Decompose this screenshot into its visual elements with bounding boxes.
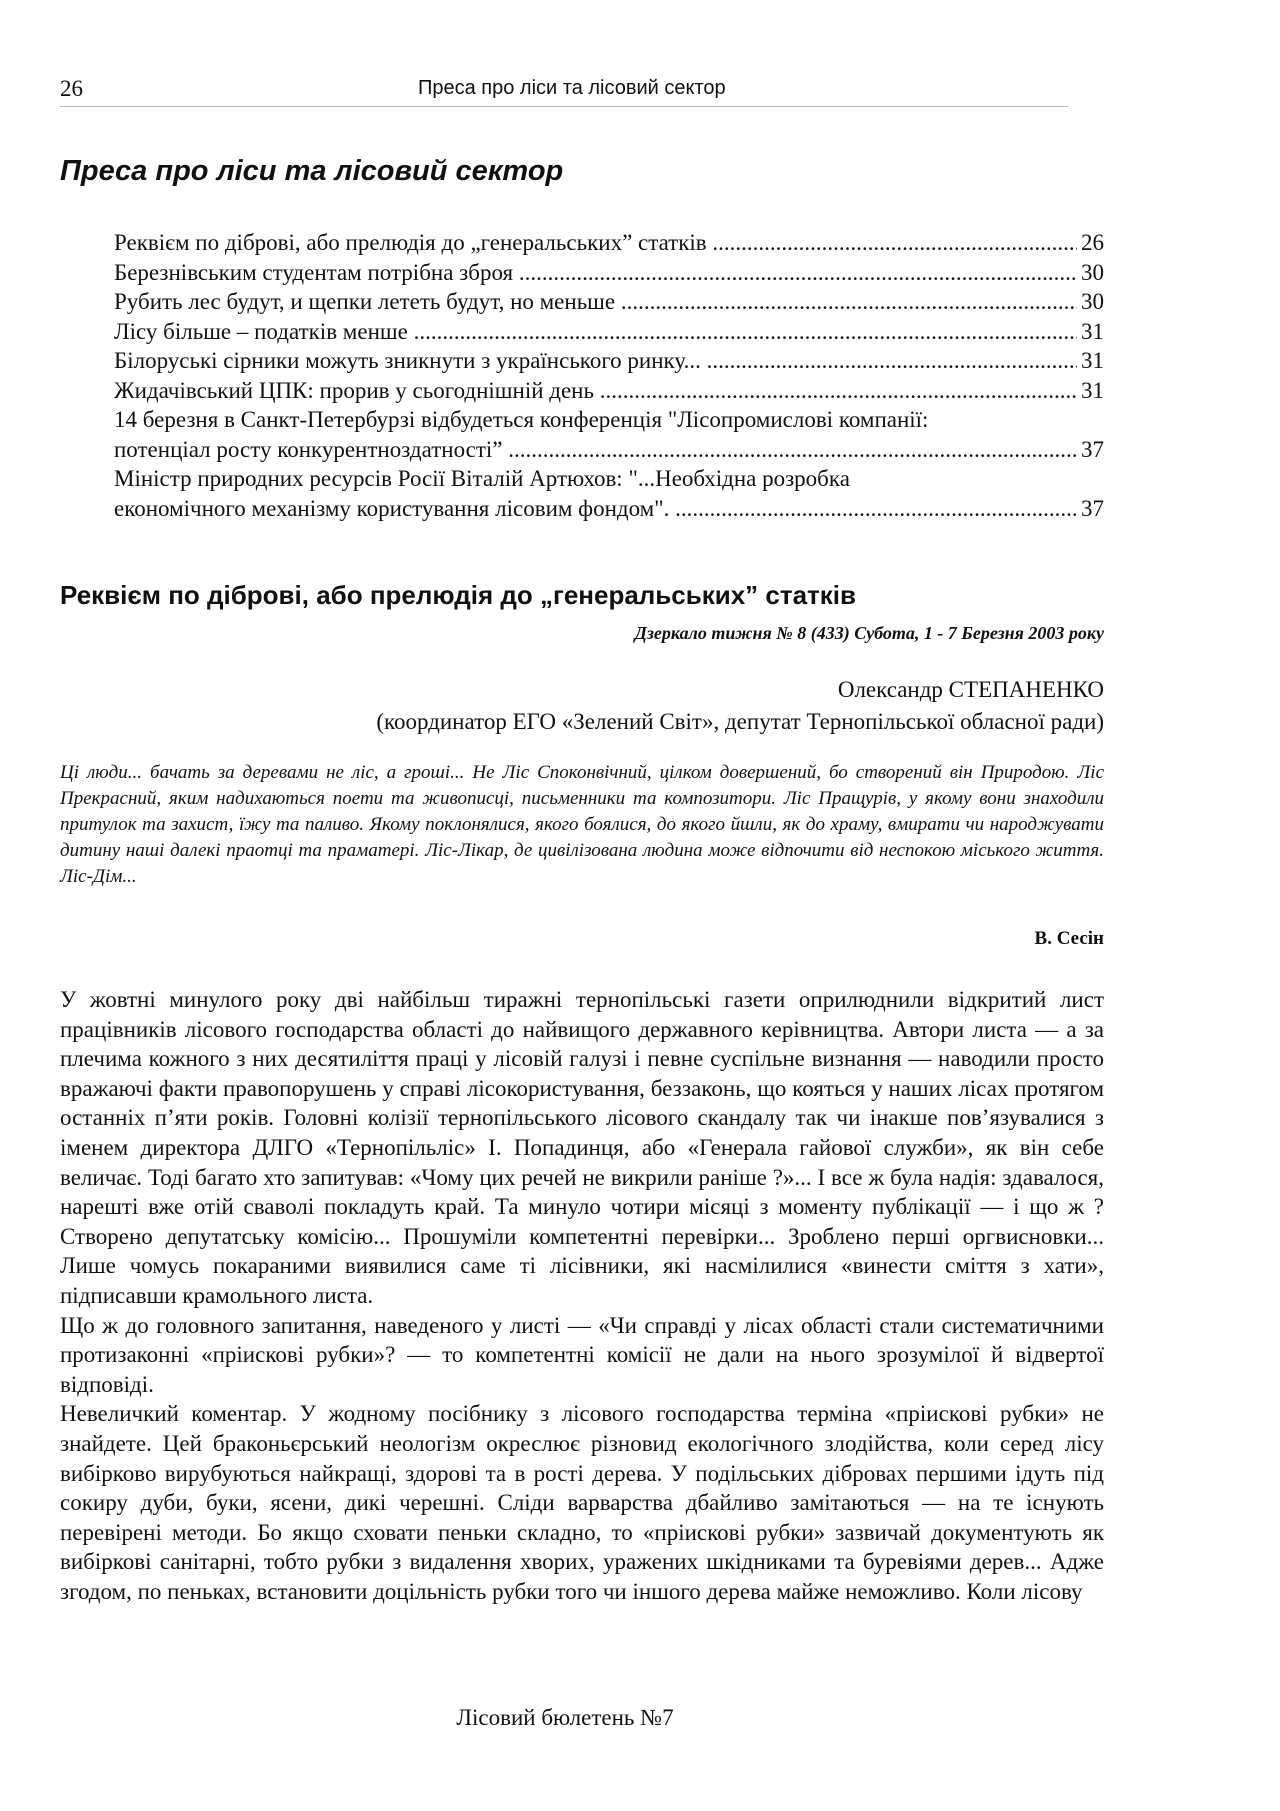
toc-entry-title: Реквієм по діброві, або прелюдія до „генеральських” статків ..... — [114, 228, 1077, 258]
toc-entry-title: економічного механізму користування лісовим фондом". ..... — [114, 494, 1077, 524]
toc-entry-title: Лісу більше – податків менше ..... — [114, 317, 1077, 347]
article-body — [60, 985, 1104, 1606]
toc-entry-page: 26 — [1081, 230, 1104, 255]
toc-entry-title: Рубить лес будут, и щепки лететь будут, но меньше ..... — [114, 287, 1077, 317]
toc-entry-page: 30 — [1081, 289, 1104, 314]
body-paragraph: У жовтні минулого року дві найбільш тиражні тернопільські газети оприлюднили відкритий лист працівників лісового господарства області до найвищого державного керівництва. Автори листа — а за плечима кожного з них десятиліття праці у лісовій галузі і певне суспільне визнання — наводили просто вражаючі факти правопорушень у справі лісокористування, беззаконь, що кояться у наших лісах протягом останніх п’яти років. Головні колізії тернопільського лісового скандалу так чи інакше пов’язувалися з іменем директора ДЛГО «Тернопільліс» І. Попадинця, або «Генерала гайової служби», як він себе величає. Тоді багато хто запитував: «Чому цих речей не викрили раніше ?»... І все ж була надія: здавалося, нарешті вже отій сваволі покладуть край. Та минуло чотири місяці з моменту публікації — і що ж ? Створено депутатську комісію... Прошуміли компетентні перевірки... Зроблено перші оргвисновки... Лише чомусь покараними виявилися саме ті лісівники, які насмілилися «винести сміття з хати», підписавши крамольного листа. — [60, 987, 1104, 1308]
epigraph: Ці люди... бачать за деревами не ліс, а гроші... Не Ліс Споконвічний, цілком довершений, бо створений він Природою. Ліс Прекрасний, яким надихаються поети та живописці, письменники та композитори. Ліс Пращурів, у якому вони знаходили притулок та захист, їжу та паливо. Якому поклонялися, якого боялися, до якого йшли, як до храму, вмирати чи народжувати дитину наші далекі праотці та праматері. Ліс-Лікар, де цивілізована людина може відпочити від неспокою міського життя. Ліс-Дім... — [60, 762, 1104, 887]
toc-entry-title-line1: Міністр природних ресурсів Росії Віталій Артюхов: "...Необхідна розробка — [114, 466, 850, 491]
toc-entry-title-line1: 14 березня в Санкт-Петербурзі відбудеться конференція "Лісопромислові компанії: — [114, 407, 929, 432]
body-paragraph: Що ж до головного запитання, наведеного у листі — «Чи справді у лісах області стали систематичними протизаконні «пріискові рубки»? — то компетентні комісії не дали на нього зрозумілої й відвертої відповіді. — [60, 1312, 1104, 1397]
toc-entry[interactable] — [114, 258, 1104, 288]
toc-entry[interactable] — [114, 346, 1104, 376]
article-source: Дзеркало тижня № 8 (433) Субота, 1 - 7 Березня 2003 року — [634, 623, 1104, 643]
author-name: Олександр СТЕПАНЕНКО — [837, 677, 1104, 702]
toc-entry[interactable] — [114, 376, 1104, 406]
toc-entry-page: 31 — [1081, 318, 1104, 344]
toc-entry-page: 31 — [1081, 348, 1104, 373]
article-author — [376, 674, 1104, 738]
toc-entry[interactable] — [114, 464, 1104, 523]
page-number: 26 — [60, 76, 83, 101]
epigraph-author: В. Сесін — [1034, 928, 1104, 949]
page-footer: Лісовий бюлетень №7 — [456, 1705, 674, 1730]
toc-entry-title: Березнівським студентам потрібна зброя ..... — [114, 258, 1077, 288]
table-of-contents — [114, 228, 1104, 523]
toc-entry-title: Білоруські сірники можуть зникнути з українського ринку... ..... — [114, 346, 1077, 376]
running-header — [60, 76, 1068, 107]
author-affiliation: (координатор ЕГО «Зелений Світ», депутат Тернопільської обласної ради) — [376, 709, 1104, 734]
running-title: Преса про ліси та лісовий сектор — [418, 77, 726, 99]
toc-entry[interactable] — [114, 317, 1104, 347]
toc-entry-page: 31 — [1081, 377, 1104, 403]
article-title: Реквієм по діброві, або прелюдія до „генеральських” статків — [60, 580, 857, 610]
section-title: Преса про ліси та лісовий сектор — [60, 155, 564, 187]
toc-entry-page: 37 — [1081, 436, 1104, 462]
toc-entry[interactable] — [114, 228, 1104, 258]
toc-entry-title: Жидачівський ЦПК: прорив у сьогоднішній день ..... — [114, 376, 1077, 406]
toc-entry[interactable] — [114, 287, 1104, 317]
toc-entry-page: 37 — [1081, 495, 1104, 521]
toc-entry[interactable] — [114, 405, 1104, 464]
toc-entry-page: 30 — [1081, 259, 1104, 285]
toc-entry-title: потенціал росту конкурентноздатності” ..... — [114, 435, 1077, 465]
body-paragraph: Невеличкий коментар. У жодному посібнику з лісового господарства терміна «пріискові рубки» не знайдете. Цей браконьєрський неологізм окреслює різновид екологічного злодійства, коли серед лісу вибірково вирубуються найкращі, здорові та в рості дерева. У подільських дібровах першими ідуть під сокиру дуби, буки, ясени, дикі черешні. Сліди варварства дбайливо замітаються — на те існують перевірені методи. Бо якщо сховати пеньки складно, то «пріискові рубки» зазвичай документують як вибіркові санітарні, тобто рубки з видалення хворих, уражених шкідниками та буревіями дерев... Адже згодом, по пеньках, встановити доцільність рубки того чи іншого дерева майже неможливо. Коли лісову — [60, 1401, 1104, 1604]
